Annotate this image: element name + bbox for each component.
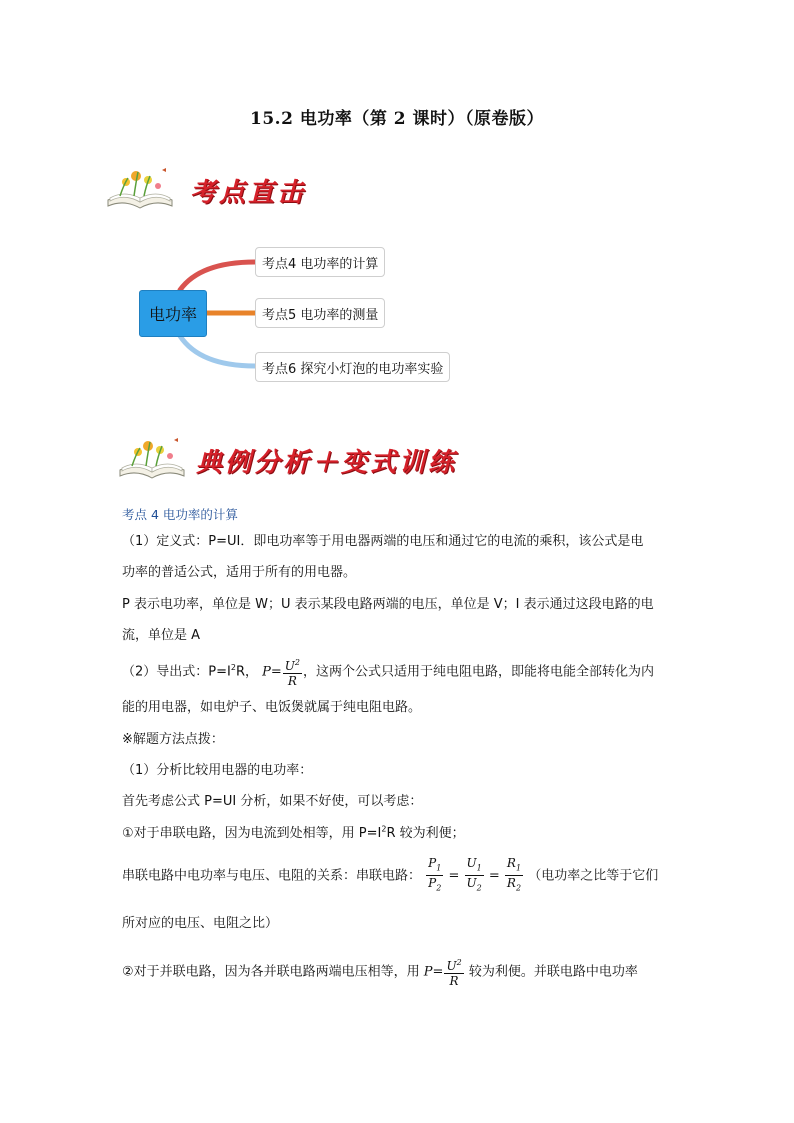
tip-series-circuit: ①对于串联电路，因为电流到处相等，用 $P=I^2R$ 较为利便； [122,824,465,841]
mindmap-node-measure: 考点5 电功率的测量 [255,298,385,328]
tip-item-2: 首先考虑公式 P=UI 分析，如果不好使，可以考虑： [122,794,423,809]
tip-series-ratio-cont: 所对应的电压、电阻之比） [122,916,279,931]
ratio-u1-u2: $\frac{U_1}{U_2}$ [466,856,482,893]
ratio-r1-r2: $\frac{R_1}{R_2}$ [506,856,522,893]
para-units-line1: P 表示电功率，单位是 W；U 表示某段电路两端的电压，单位是 V；I 表示通过这段电路的电 [122,597,654,612]
mindmap-node-calc: 考点4 电功率的计算 [255,247,385,277]
ratio-p1-p2: $\frac{P_1}{P_2}$ [428,856,442,893]
para-derived-line2: 能的用电器，如电炉子、电饭煲就属于纯电阻电路。 [122,700,422,715]
banner-exam-points: 考点直击 [190,178,307,208]
page-title: 15.2 电功率（第 2 课时）（原卷版） [250,109,544,129]
para-units-line2: 流，单位是 A [122,628,201,643]
formula-u2-over-r-2: $\frac{U^2}{R}$ [446,958,462,988]
connector-node-3 [180,336,255,366]
mindmap-node-experiment: 考点6 探究小灯泡的电功率实验 [255,352,450,382]
tip-parallel-circuit: ②对于并联电路，因为各并联电路两端电压相等，用 P= $\frac{U^2}{R}$ 较为利便。并联电路中电功率 [122,958,638,988]
tip-item-1: （1）分析比较用电器的电功率： [122,763,313,778]
formula-u2-over-r: $\frac{U^2}{R}$ [284,658,300,688]
tip-heading: ※解题方法点拨： [122,732,224,747]
banner-examples-training: 典例分析＋变式训练 [196,448,458,478]
connector-node-1 [180,262,255,290]
para-derived-formula: （2）导出式：$P=I^2R$， P= $\frac{U^2}{R}$ ，这两个公式只适用于纯电阻电路，即能将电能全部转化为内 [122,658,655,688]
open-book-flowers-icon-2 [116,432,188,482]
para-definition-line1: （1）定义式：P=UI．即电功率等于用电器两端的电压和通过它的电流的乘积，该公式是电 [122,534,644,549]
section-heading: 考点 4 电功率的计算 [122,507,238,522]
tip-series-ratio: 串联电路中电功率与电压、电阻的关系：串联电路： $\frac{P_1}{P_2}$ = $\frac{U_1}{U_2}$ = $\frac{R_1}{R_2}$ （电功率之比等于它们 [122,856,658,896]
para-definition-line2: 功率的普适公式，适用于所有的用电器。 [122,565,357,580]
mindmap-root: 电功率 [139,290,207,337]
